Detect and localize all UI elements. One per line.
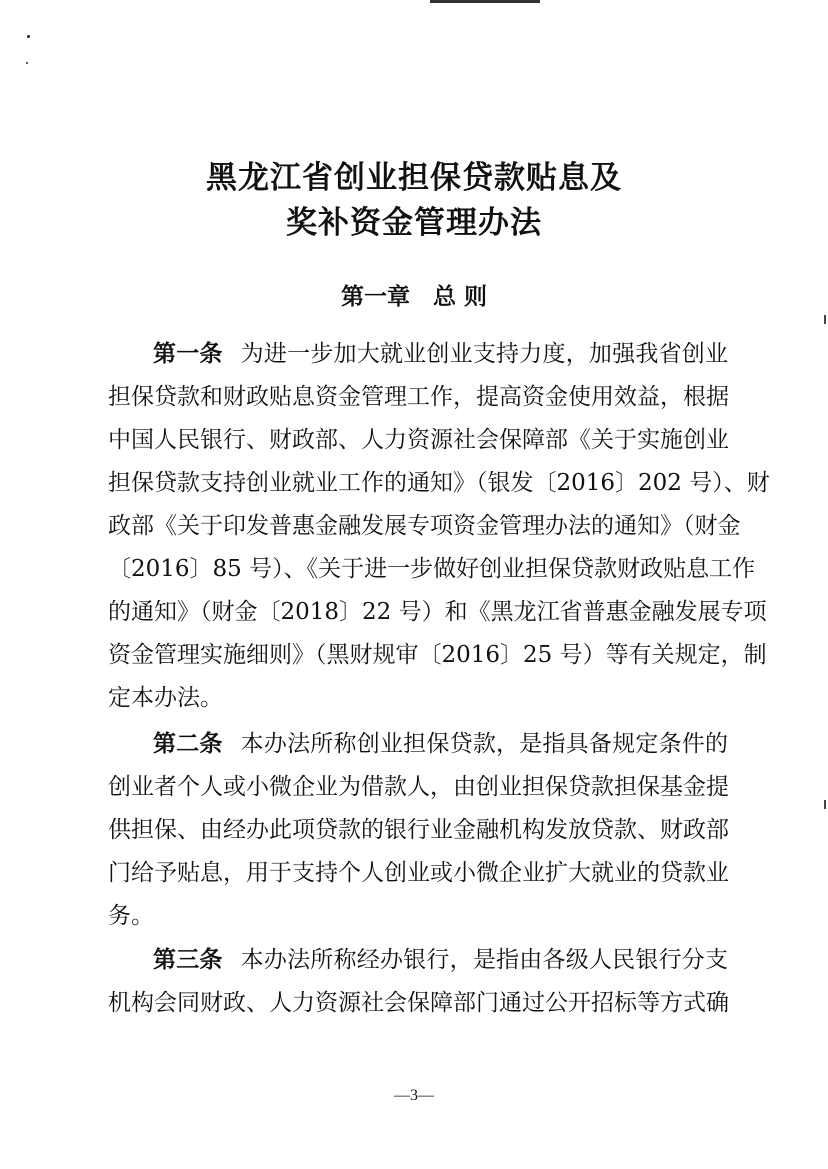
document-title-line-2: 奖补资金管理办法 bbox=[286, 205, 542, 241]
article-1-line: 担保贷款和财政贴息资金管理工作，提高资金使用效益，根据 bbox=[108, 384, 729, 410]
article-2-line: 创业者个人或小微企业为借款人，由创业担保贷款担保基金提 bbox=[108, 774, 729, 800]
scan-edge-mark bbox=[824, 315, 826, 324]
chapter-heading: 第一章 总 则 bbox=[340, 284, 487, 310]
article-2-text: 本办法所称创业担保贷款，是指具备规定条件的 bbox=[240, 731, 729, 757]
article-1-line: 资金管理实施细则》（黑财规审〔2016〕25 号）等有关规定，制 bbox=[108, 642, 767, 668]
scan-speck bbox=[26, 62, 28, 64]
article-1-line: 政部《关于印发普惠金融发展专项资金管理办法的通知》（财金 bbox=[108, 513, 741, 539]
article-3-label: 第三条 bbox=[153, 947, 223, 973]
article-2-line bbox=[153, 729, 728, 759]
article-1-line: 〔2016〕85 号）、《关于进一步做好创业担保贷款财政贴息工作 bbox=[108, 556, 756, 582]
article-1-line bbox=[153, 339, 728, 369]
scan-top-mark bbox=[430, 0, 540, 3]
article-2-label: 第二条 bbox=[153, 731, 223, 757]
article-2-line: 务。 bbox=[108, 903, 154, 929]
article-1-line: 担保贷款支持创业就业工作的通知》（银发〔2016〕202 号）、财 bbox=[108, 470, 770, 496]
scan-edge-mark bbox=[824, 800, 826, 809]
scan-speck bbox=[27, 35, 30, 38]
article-3-line bbox=[153, 945, 728, 975]
article-1-text: 为进一步加大就业创业支持力度，加强我省创业 bbox=[240, 341, 729, 367]
document-title-line-1: 黑龙江省创业担保贷款贴息及 bbox=[206, 160, 622, 196]
article-3-text: 本办法所称经办银行，是指由各级人民银行分支 bbox=[240, 947, 729, 973]
article-1-line: 定本办法。 bbox=[108, 685, 223, 711]
article-1-label: 第一条 bbox=[153, 341, 223, 367]
article-1-line: 的通知》（财金〔2018〕22 号）和《黑龙江省普惠金融发展专项 bbox=[108, 599, 767, 625]
article-3-line: 机构会同财政、人力资源社会保障部门通过公开招标等方式确 bbox=[108, 990, 729, 1016]
article-2-line: 门给予贴息，用于支持个人创业或小微企业扩大就业的贷款业 bbox=[108, 860, 729, 886]
article-2-line: 供担保、由经办此项贷款的银行业金融机构发放贷款、财政部 bbox=[108, 817, 729, 843]
article-1-line: 中国人民银行、财政部、人力资源社会保障部《关于实施创业 bbox=[108, 427, 729, 453]
page-number: —3— bbox=[394, 1087, 434, 1104]
